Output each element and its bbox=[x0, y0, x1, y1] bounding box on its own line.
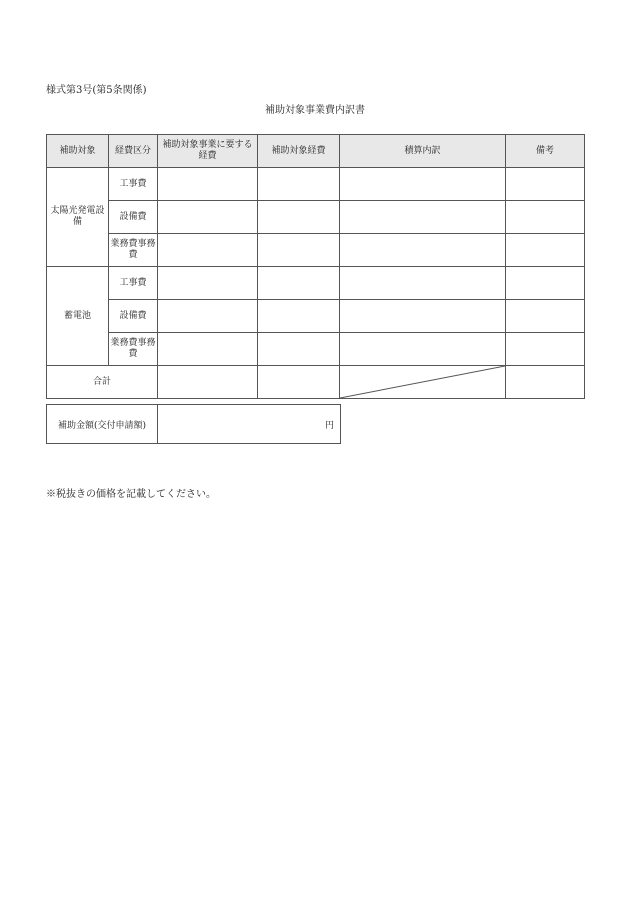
breakdown-table bbox=[46, 134, 585, 399]
cost-cell[interactable] bbox=[158, 234, 258, 267]
cost-cell[interactable] bbox=[158, 333, 258, 366]
category-cell: 設備費 bbox=[109, 300, 158, 333]
breakdown-cell[interactable] bbox=[340, 234, 506, 267]
group-label-solar: 太陽光発電設備 bbox=[47, 168, 109, 267]
subsidy-amount-row bbox=[47, 405, 341, 444]
breakdown-cell[interactable] bbox=[340, 300, 506, 333]
subsidy-amount-field[interactable] bbox=[158, 405, 341, 444]
table-row bbox=[47, 267, 585, 300]
header-cell: 補助対象 bbox=[47, 135, 109, 168]
header-cell: 補助対象事業に要する経費 bbox=[158, 135, 258, 168]
eligible-cost-cell[interactable] bbox=[258, 267, 340, 300]
breakdown-cell[interactable] bbox=[340, 168, 506, 201]
total-label: 合計 bbox=[47, 366, 158, 399]
breakdown-cell[interactable] bbox=[340, 267, 506, 300]
category-cell: 設備費 bbox=[109, 201, 158, 234]
subsidy-amount-label: 補助金額(交付申請額) bbox=[47, 405, 158, 444]
subsidy-amount-table bbox=[46, 404, 341, 444]
form-number: 様式第3号(第5条関係) bbox=[46, 85, 147, 96]
cost-cell[interactable] bbox=[158, 267, 258, 300]
cost-cell[interactable] bbox=[158, 201, 258, 234]
document-title: 補助対象事業費内訳書 bbox=[265, 105, 365, 116]
remarks-cell[interactable] bbox=[506, 300, 585, 333]
header-cell: 備考 bbox=[506, 135, 585, 168]
tax-note: ※税抜きの価格を記載してください。 bbox=[46, 489, 216, 500]
remarks-cell[interactable] bbox=[506, 168, 585, 201]
eligible-cost-cell[interactable] bbox=[258, 201, 340, 234]
total-cost-cell[interactable] bbox=[158, 366, 258, 399]
breakdown-cell[interactable] bbox=[340, 333, 506, 366]
eligible-cost-cell[interactable] bbox=[258, 234, 340, 267]
eligible-cost-cell[interactable] bbox=[258, 333, 340, 366]
table-row bbox=[47, 300, 585, 333]
remarks-cell[interactable] bbox=[506, 201, 585, 234]
remarks-cell[interactable] bbox=[506, 267, 585, 300]
total-remarks-cell[interactable] bbox=[506, 366, 585, 399]
header-cell: 補助対象経費 bbox=[258, 135, 340, 168]
table-row bbox=[47, 168, 585, 201]
header-cell: 経費区分 bbox=[109, 135, 158, 168]
table-row bbox=[47, 333, 585, 366]
category-cell: 工事費 bbox=[109, 168, 158, 201]
remarks-cell[interactable] bbox=[506, 333, 585, 366]
table-header-row bbox=[47, 135, 585, 168]
category-cell: 業務費事務費 bbox=[109, 234, 158, 267]
diagonal-line bbox=[340, 366, 505, 398]
total-eligible-cell[interactable] bbox=[258, 366, 340, 399]
category-cell: 業務費事務費 bbox=[109, 333, 158, 366]
table-row bbox=[47, 201, 585, 234]
total-breakdown-diagonal bbox=[340, 366, 506, 399]
breakdown-cell[interactable] bbox=[340, 201, 506, 234]
total-row bbox=[47, 366, 585, 399]
yen-unit: 円 bbox=[324, 420, 334, 431]
group-label-battery: 蓄電池 bbox=[47, 267, 109, 366]
eligible-cost-cell[interactable] bbox=[258, 300, 340, 333]
table-row bbox=[47, 234, 585, 267]
category-cell: 工事費 bbox=[109, 267, 158, 300]
header-cell: 積算内訳 bbox=[340, 135, 506, 168]
eligible-cost-cell[interactable] bbox=[258, 168, 340, 201]
remarks-cell[interactable] bbox=[506, 234, 585, 267]
cost-cell[interactable] bbox=[158, 168, 258, 201]
cost-cell[interactable] bbox=[158, 300, 258, 333]
